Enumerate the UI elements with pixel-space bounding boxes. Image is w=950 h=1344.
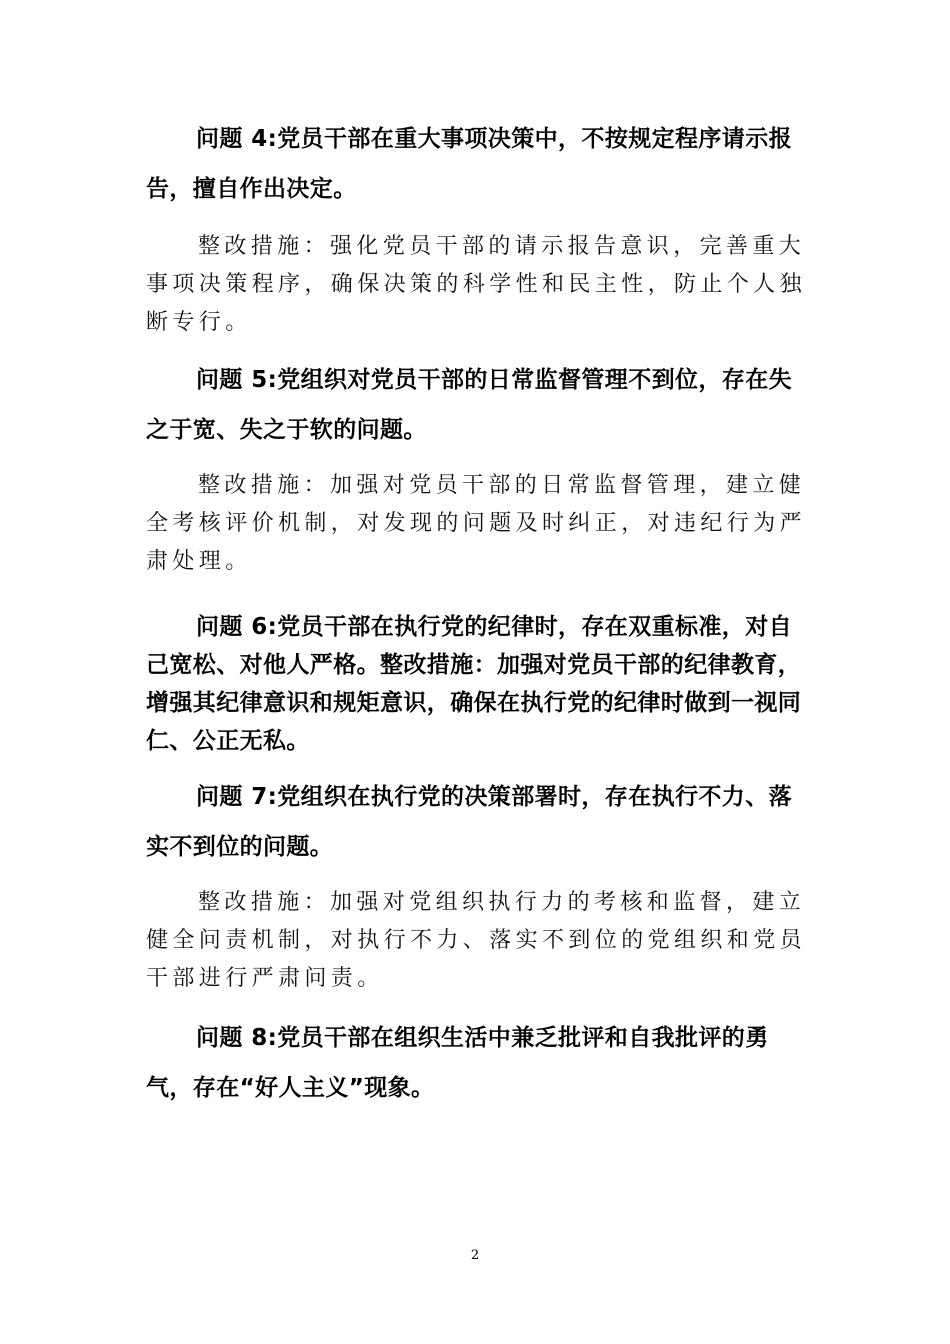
issue-5-measure: 整改措施：加强对党员干部的日常监督管理，建立健全考核评价机制，对发现的问题及时纠正，对违纪行为严肃处理。 [146,473,807,574]
issue-7-heading: 问题 7:党组织在执行党的决策部署时，存在执行不力、落实不到位的问题。 [146,784,793,860]
issue-7-measure: 整改措施：加强对党组织执行力的考核和监督，建立健全问责机制，对执行不力、落实不到位的党组织和党员干部进行严肃问责。 [146,890,807,991]
page-number: 2 [470,1248,480,1263]
issue-6-heading: 问题 6:党员干部在执行党的纪律时，存在双重标准，对自己宽松、对他人严格。整改措施：加强对党员干部的纪律教育，增强其纪律意识和规矩意识，确保在执行党的纪律时做到一视同仁、公正无私。 [146,614,802,754]
issue-8-heading: 问题 8:党员干部在组织生活中兼乏批评和自我批评的勇气，存在“好人主义”现象。 [146,1025,769,1101]
issue-4-measure: 整改措施：强化党员干部的请示报告意识，完善重大事项决策程序，确保决策的科学性和民主性，防止个人独断专行。 [146,234,807,335]
issue-4-heading: 问题 4:党员干部在重大事项决策中，不按规定程序请示报告，擅自作出决定。 [146,126,793,202]
issue-5-heading: 问题 5:党组织对党员干部的日常监督管理不到位，存在失之于宽、失之于软的问题。 [146,367,793,443]
